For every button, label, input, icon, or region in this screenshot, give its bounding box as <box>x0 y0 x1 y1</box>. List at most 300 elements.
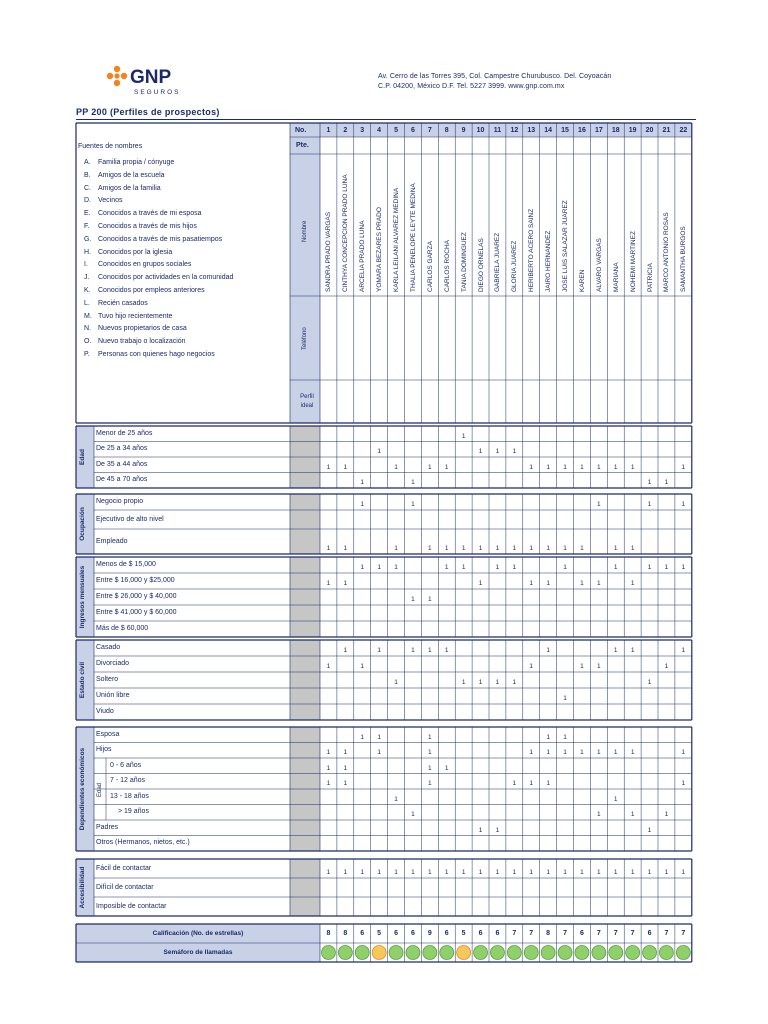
source-item: Nuevos propietarios de casa <box>98 325 187 333</box>
mark-cell: 1 <box>630 545 635 552</box>
mark-cell: 1 <box>613 564 618 571</box>
mark-cell: 1 <box>563 869 567 876</box>
mark-cell: 1 <box>546 869 550 876</box>
mark-cell: 1 <box>664 811 669 818</box>
row-label: Fácil de contactar <box>96 864 152 872</box>
prospect-name: THALIA PENELOPE LEYTE MEDINA <box>409 183 417 292</box>
mark-cell: 1 <box>563 695 567 702</box>
traffic-light-green <box>676 946 690 960</box>
mark-cell: 1 <box>394 679 398 686</box>
mark-cell: 1 <box>326 545 331 552</box>
mark-cell: 1 <box>360 869 365 876</box>
rating-value: 6 <box>394 930 398 937</box>
mark-cell: 1 <box>360 479 365 486</box>
nombre-label: Nombre <box>302 220 308 242</box>
traffic-light-green <box>558 946 572 960</box>
source-item: Amigos de la escuela <box>98 171 165 179</box>
traffic-light-green <box>643 946 657 960</box>
traffic-light-green <box>474 946 488 960</box>
rating-value: 5 <box>377 930 382 937</box>
mark-cell: 1 <box>664 479 669 486</box>
prospect-name: YOMARA BEZARES PRADO <box>376 207 384 292</box>
mark-cell: 1 <box>563 733 567 741</box>
row-label: Soltero <box>96 676 119 683</box>
mark-cell: 1 <box>512 869 517 876</box>
mark-cell: 1 <box>613 795 618 803</box>
row-label: Más de $ 60,000 <box>96 625 149 632</box>
mark-cell: 1 <box>563 564 567 571</box>
source-key: B. <box>84 171 91 179</box>
mark-cell: 1 <box>428 764 432 772</box>
mark-cell: 1 <box>326 869 331 876</box>
mark-cell: 1 <box>597 580 601 587</box>
mark-cell: 1 <box>377 564 381 571</box>
mark-cell: 1 <box>411 811 415 818</box>
rating-value: 6 <box>410 930 415 937</box>
source-key: L. <box>84 299 90 307</box>
mark-cell: 1 <box>343 545 348 552</box>
source-item: Vecinos <box>98 197 123 205</box>
row-label: Viudo <box>96 708 114 715</box>
mark-cell: 1 <box>681 647 686 654</box>
mark-cell: 1 <box>343 749 348 756</box>
row-label: Esposa <box>96 730 120 738</box>
mark-cell: 1 <box>428 596 432 603</box>
mark-cell: 1 <box>613 463 618 471</box>
prospect-name: HERIBERTO ACERO SAINZ <box>528 208 536 292</box>
section-gray-column <box>290 640 320 720</box>
mark-cell: 1 <box>529 463 534 471</box>
mark-cell: 1 <box>394 564 398 571</box>
source-key: E. <box>84 210 91 218</box>
mark-cell: 1 <box>428 869 432 876</box>
mark-cell: 1 <box>326 780 331 787</box>
row-label: 7 - 12 años <box>110 777 146 785</box>
row-label: Imposible de contactar <box>96 902 167 910</box>
source-key: K. <box>84 287 91 294</box>
mark-cell: 1 <box>478 448 483 455</box>
section-title: Ingresos mensuales <box>79 565 86 629</box>
sources-heading: Fuentes de nombres <box>78 143 143 150</box>
prospect-name: NOHEMI MARTINEZ <box>629 231 637 292</box>
source-item: Conocidos por actividades en la comunidad <box>98 274 234 282</box>
prospect-number: 1 <box>326 127 331 134</box>
mark-cell: 1 <box>613 647 618 654</box>
mark-cell: 1 <box>647 679 652 686</box>
row-label: Difícil de contactar <box>96 883 154 891</box>
prospect-name: ALVARO VARGAS <box>595 238 603 292</box>
prospect-number: 19 <box>628 127 637 134</box>
mark-cell: 1 <box>664 663 669 670</box>
address-line-1: Av. Cerro de las Torres 395, Col. Campestre Churubusco. Del. Coyoacán <box>378 73 612 80</box>
mark-cell: 1 <box>478 826 483 834</box>
mark-cell: 1 <box>343 764 348 772</box>
section-title: Estado civil <box>79 661 86 699</box>
mark-cell: 1 <box>377 647 381 654</box>
mark-cell: 1 <box>681 564 686 571</box>
source-item: Amigos de la familia <box>98 184 161 192</box>
mark-cell: 1 <box>343 780 348 787</box>
row-label: De 45 a 70 años <box>96 476 148 484</box>
row-label: De 25 a 34 años <box>96 445 148 453</box>
mark-cell: 1 <box>478 545 483 552</box>
source-item: Conocidos por empleos anteriores <box>98 287 205 294</box>
row-label: Padres <box>96 823 119 831</box>
mark-cell: 1 <box>613 545 618 552</box>
row-label: Ejecutivo de alto nivel <box>96 515 164 523</box>
mark-cell: 1 <box>428 780 432 787</box>
mark-cell: 1 <box>326 663 331 670</box>
row-label: De 35 a 44 años <box>96 460 148 468</box>
mark-cell: 1 <box>681 501 686 508</box>
rating-value: 6 <box>647 930 652 937</box>
rating-label: Calificación (No. de estrellas) <box>152 930 244 937</box>
mark-cell: 1 <box>580 545 584 552</box>
prospect-name: KAREN <box>578 269 586 292</box>
mark-cell: 1 <box>377 869 381 876</box>
mark-cell: 1 <box>512 679 517 686</box>
traffic-light-green <box>406 946 420 960</box>
mark-cell: 1 <box>428 647 432 654</box>
prospect-number: 20 <box>645 127 654 134</box>
rating-value: 6 <box>495 930 500 937</box>
mark-cell: 1 <box>428 733 432 741</box>
prospect-number: 22 <box>679 127 688 134</box>
mark-cell: 1 <box>630 749 635 756</box>
traffic-light-yellow <box>457 946 471 960</box>
source-item: Conocidos a través de mis pasatiempos <box>98 235 223 243</box>
mark-cell: 1 <box>411 501 415 508</box>
mark-cell: 1 <box>580 580 584 587</box>
source-item: Conocidos por la iglesia <box>98 248 173 256</box>
mark-cell: 1 <box>647 826 652 834</box>
mark-cell: 1 <box>495 545 500 552</box>
rating-value: 7 <box>563 930 567 937</box>
mark-cell: 1 <box>647 869 652 876</box>
mark-cell: 1 <box>444 564 449 571</box>
prospect-number: 12 <box>510 127 519 134</box>
row-label: 13 - 18 años <box>110 792 149 800</box>
mark-cell: 1 <box>444 764 449 772</box>
mark-cell: 1 <box>546 749 550 756</box>
prospect-name: SANDRA PRADO VARGAS <box>325 211 333 292</box>
prospect-name: CARLOS ROCHA <box>443 239 451 292</box>
traffic-light-green <box>541 946 555 960</box>
source-item: Familia propia / cónyuge <box>98 159 175 166</box>
row-label: Divorciado <box>96 660 130 667</box>
prospect-number: 13 <box>527 127 536 134</box>
source-key: D. <box>84 197 91 205</box>
traffic-light-green <box>626 946 640 960</box>
traffic-light-green <box>592 946 606 960</box>
mark-cell: 1 <box>428 545 432 552</box>
mark-cell: 1 <box>444 545 449 552</box>
prospect-name: KARLA LEILANI ALVAREZ MEDINA <box>393 187 401 292</box>
mark-cell: 1 <box>512 448 517 455</box>
mark-cell: 1 <box>681 869 686 876</box>
row-label: Negocio propio <box>96 498 144 505</box>
rating-value: 6 <box>360 930 365 937</box>
prospect-name: MARIANA <box>612 262 620 292</box>
prospect-name: CINTHYA CONCEPCION PRADO LUNA <box>342 174 350 292</box>
mark-cell: 1 <box>394 463 398 471</box>
mark-cell: 1 <box>613 749 618 756</box>
prospect-number: 9 <box>461 127 466 134</box>
mark-cell: 1 <box>597 463 601 471</box>
rating-value: 8 <box>343 930 348 937</box>
rating-value: 7 <box>681 930 686 937</box>
mark-cell: 1 <box>444 647 449 654</box>
mark-cell: 1 <box>681 463 686 471</box>
section-gray-column <box>290 859 320 916</box>
mark-cell: 1 <box>478 580 483 587</box>
rating-value: 7 <box>529 930 534 937</box>
rating-value: 7 <box>664 930 669 937</box>
rating-value: 8 <box>546 930 551 937</box>
rating-value: 8 <box>326 930 331 937</box>
row-label: Entre $ 16,000 y $25,000 <box>96 577 175 584</box>
section-title: Edad <box>79 449 86 465</box>
prospect-number: 10 <box>476 127 485 134</box>
prospect-number: 14 <box>544 127 553 134</box>
mark-cell: 1 <box>512 564 517 571</box>
traffic-label: Semáforo de llamadas <box>163 949 233 956</box>
mark-cell: 1 <box>613 869 618 876</box>
rating-value: 6 <box>478 930 483 937</box>
mark-cell: 1 <box>428 463 432 471</box>
perfil-label: Perfil ideal <box>300 394 314 409</box>
mark-cell: 1 <box>597 749 601 756</box>
mark-cell: 1 <box>326 764 331 772</box>
mark-cell: 1 <box>377 448 381 455</box>
traffic-light-green <box>524 946 538 960</box>
row-label: Menor de 25 años <box>96 429 153 437</box>
form-title: PP 200 (Perfiles de prospectos) <box>76 107 220 117</box>
mark-cell: 1 <box>630 647 635 654</box>
mark-cell: 1 <box>343 580 348 587</box>
traffic-light-green <box>609 946 623 960</box>
mark-cell: 1 <box>580 663 584 670</box>
mark-cell: 1 <box>495 564 500 571</box>
mark-cell: 1 <box>461 869 466 876</box>
mark-cell: 1 <box>546 463 550 471</box>
rating-value: 9 <box>427 930 432 937</box>
mark-cell: 1 <box>394 545 398 552</box>
mark-cell: 1 <box>647 479 652 486</box>
traffic-light-green <box>355 946 369 960</box>
mark-cell: 1 <box>461 679 466 686</box>
row-label: Empleado <box>96 537 128 545</box>
traffic-light-green <box>440 946 454 960</box>
prospect-name: CARLOS GARZA <box>426 241 434 292</box>
source-key: A. <box>84 159 91 166</box>
prospect-name: GLORIA JUAREZ <box>511 240 519 292</box>
section-title: Dependientes económicos <box>79 747 86 831</box>
mark-cell: 1 <box>647 564 652 571</box>
sub-label: Edad <box>97 782 103 797</box>
mark-cell: 1 <box>478 679 483 686</box>
rating-value: 7 <box>596 930 601 937</box>
mark-cell: 1 <box>326 749 331 756</box>
prospect-number: 6 <box>410 127 415 134</box>
prospect-name: JOSE LUIS SALAZAR JUAREZ <box>562 200 570 292</box>
source-key: M. <box>84 312 92 320</box>
prospect-number: 15 <box>561 127 569 134</box>
source-key: J. <box>84 274 90 282</box>
mark-cell: 1 <box>495 448 500 455</box>
mark-cell: 1 <box>630 463 635 471</box>
source-item: Recién casados <box>98 299 148 307</box>
rating-value: 7 <box>613 930 618 937</box>
mark-cell: 1 <box>681 749 686 756</box>
rating-value: 6 <box>444 930 449 937</box>
mark-cell: 1 <box>326 463 331 471</box>
source-key: C. <box>84 184 91 192</box>
mark-cell: 1 <box>681 780 686 787</box>
traffic-light-green <box>659 946 673 960</box>
row-label: > 19 años <box>118 808 149 816</box>
mark-cell: 1 <box>546 580 550 587</box>
mark-cell: 1 <box>461 564 466 571</box>
prospect-number: 18 <box>611 127 620 134</box>
row-label: Casado <box>96 644 121 651</box>
source-item: Conocidos en grupos sociales <box>98 261 192 269</box>
mark-cell: 1 <box>597 869 601 876</box>
mark-cell: 1 <box>495 679 500 686</box>
mark-cell: 1 <box>597 663 601 670</box>
mark-cell: 1 <box>326 580 331 587</box>
mark-cell: 1 <box>630 869 635 876</box>
traffic-light-green <box>423 946 437 960</box>
source-key: H. <box>84 248 91 256</box>
mark-cell: 1 <box>411 479 415 486</box>
mark-cell: 1 <box>597 501 601 508</box>
mark-cell: 1 <box>411 647 415 654</box>
prospect-name: GABRIELA JUAREZ <box>494 232 502 292</box>
source-key: F. <box>84 223 90 230</box>
mark-cell: 1 <box>664 564 669 571</box>
row-label: Entre $ 26,000 y $ 40,000 <box>96 593 177 600</box>
section-gray-column <box>290 557 320 637</box>
mark-cell: 1 <box>529 663 534 670</box>
mark-cell: 1 <box>563 463 567 471</box>
traffic-light-yellow <box>372 946 386 960</box>
mark-cell: 1 <box>377 749 381 756</box>
svg-text:GNP: GNP <box>130 67 172 88</box>
prospect-number: 4 <box>377 127 382 134</box>
mark-cell: 1 <box>546 733 550 741</box>
traffic-light-green <box>389 946 403 960</box>
mark-cell: 1 <box>495 826 500 834</box>
pte-label: Pte. <box>296 142 309 149</box>
mark-cell: 1 <box>546 545 550 552</box>
mark-cell: 1 <box>647 501 652 508</box>
source-item: Tuvo hijo recientemente <box>98 312 173 320</box>
mark-cell: 1 <box>343 463 348 471</box>
mark-cell: 1 <box>360 663 365 670</box>
prospect-name: PATRICIA <box>646 262 654 292</box>
mark-cell: 1 <box>529 869 534 876</box>
source-key: N. <box>84 325 91 333</box>
traffic-light-green <box>575 946 589 960</box>
prospect-number: 5 <box>394 127 398 134</box>
mark-cell: 1 <box>630 580 635 587</box>
prospect-number: 21 <box>662 127 671 134</box>
traffic-light-green <box>490 946 504 960</box>
mark-cell: 1 <box>512 780 517 787</box>
prospect-name: TANIA DOMINGUEZ <box>460 232 468 292</box>
prospect-number: 2 <box>343 127 348 134</box>
prospect-name: JAIRO HERNANDEZ <box>545 230 553 292</box>
prospect-name: ARCELIA PRADO LUNA <box>359 220 367 292</box>
mark-cell: 1 <box>495 869 500 876</box>
svg-text:SEGUROS: SEGUROS <box>134 89 181 96</box>
mark-cell: 1 <box>343 869 348 876</box>
row-label: Unión libre <box>96 692 130 699</box>
mark-cell: 1 <box>529 545 534 552</box>
mark-cell: 1 <box>529 580 534 587</box>
mark-cell: 1 <box>563 749 567 756</box>
no-label: No. <box>295 127 307 134</box>
source-key: I. <box>84 261 88 269</box>
mark-cell: 1 <box>377 733 381 741</box>
mark-cell: 1 <box>546 780 550 787</box>
address-line-2: C.P. 04200, México D.F. Tel. 5227 3999. www.gnp.com.mx <box>378 83 565 90</box>
source-item: Nuevo trabajo o localización <box>98 338 186 346</box>
prospect-name: DIEGO ORNELAS <box>477 238 485 292</box>
source-item: Conocidos a través de mi esposa <box>98 210 202 218</box>
prospect-number: 11 <box>493 127 502 134</box>
rating-value: 5 <box>461 930 466 937</box>
source-key: G. <box>84 235 92 243</box>
prospect-name: MARCO ANTONIO ROSAS <box>663 212 671 292</box>
traffic-light-green <box>321 946 335 960</box>
rating-value: 6 <box>579 930 584 937</box>
mark-cell: 1 <box>444 463 449 471</box>
mark-cell: 1 <box>343 647 348 654</box>
source-item: Personas con quienes hago negocios <box>98 351 215 358</box>
mark-cell: 1 <box>478 869 483 876</box>
mark-cell: 1 <box>630 811 635 818</box>
traffic-light-green <box>507 946 521 960</box>
mark-cell: 1 <box>394 795 398 803</box>
telefono-label: Teléfono <box>302 327 308 350</box>
prospect-name: SAMANTHA BURGOS <box>680 226 688 292</box>
mark-cell: 1 <box>411 869 415 876</box>
mark-cell: 1 <box>529 780 534 787</box>
mark-cell: 1 <box>444 869 449 876</box>
mark-cell: 1 <box>394 869 398 876</box>
prospect-number: 8 <box>444 127 449 134</box>
mark-cell: 1 <box>461 432 466 440</box>
mark-cell: 1 <box>580 463 584 471</box>
traffic-light-green <box>338 946 352 960</box>
prospect-number: 16 <box>578 127 586 134</box>
row-label: 0 - 6 años <box>110 761 142 769</box>
section-gray-column <box>290 494 320 554</box>
prospect-number: 17 <box>594 127 603 134</box>
row-label: Otros (Hermanos, nietos, etc.) <box>96 839 190 847</box>
mark-cell: 1 <box>529 749 534 756</box>
mark-cell: 1 <box>580 749 584 756</box>
prospect-number: 7 <box>427 127 432 134</box>
mark-cell: 1 <box>360 564 365 571</box>
source-key: O. <box>84 338 92 346</box>
rating-value: 7 <box>630 930 635 937</box>
prospect-number: 3 <box>360 127 365 134</box>
mark-cell: 1 <box>428 749 432 756</box>
row-label: Menos de $ 15,000 <box>96 561 156 568</box>
